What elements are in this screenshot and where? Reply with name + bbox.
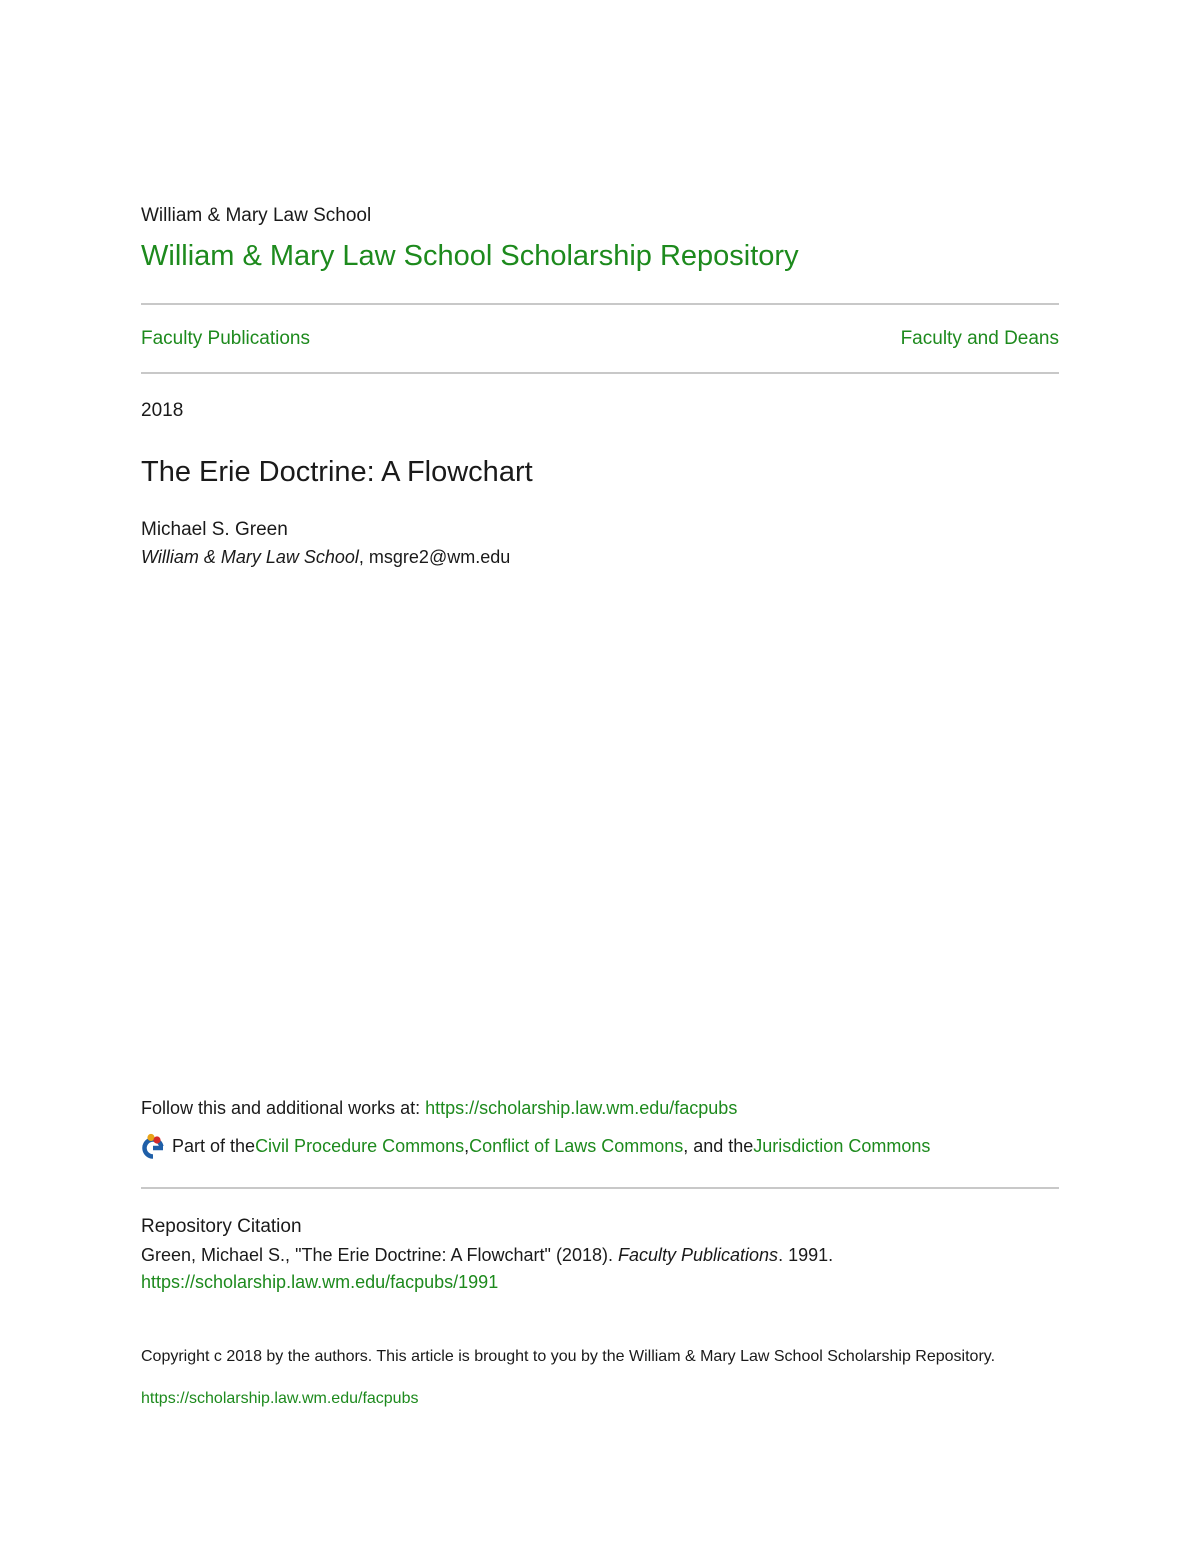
cover-page: [141, 0, 1059, 1553]
author-name: Michael S. Green: [141, 519, 288, 540]
follow-line: [141, 1098, 737, 1119]
civil-procedure-commons-link[interactable]: Civil Procedure Commons: [255, 1135, 465, 1156]
conflict-of-laws-commons-link[interactable]: Conflict of Laws Commons: [469, 1135, 684, 1156]
publication-year: 2018: [141, 400, 184, 421]
author-affiliation: [141, 547, 510, 568]
jurisdiction-commons-link[interactable]: Jurisdiction Commons: [753, 1135, 931, 1156]
part-of-prefix: Part of the: [172, 1135, 256, 1156]
citation-prefix: Green, Michael S., "The Erie Doctrine: A Flowchart" (2018).: [141, 1245, 618, 1265]
divider-top: [141, 303, 1059, 305]
copyright-url-link[interactable]: https://scholarship.law.wm.edu/facpubs: [141, 1390, 419, 1407]
faculty-and-deans-link[interactable]: Faculty and Deans: [900, 328, 1059, 349]
citation-suffix: . 1991.: [778, 1245, 834, 1265]
commons-network-icon: [141, 1133, 167, 1159]
repository-title-link[interactable]: William & Mary Law School Scholarship Repository: [141, 240, 799, 272]
divider-collections: [141, 372, 1059, 374]
part-of-line: [141, 1133, 930, 1159]
citation-url-link[interactable]: https://scholarship.law.wm.edu/facpubs/1991: [141, 1272, 499, 1292]
follow-prefix: Follow this and additional works at:: [141, 1098, 426, 1118]
affiliation-separator: ,: [358, 547, 369, 567]
affiliation-name: William & Mary Law School: [141, 547, 359, 567]
faculty-publications-link[interactable]: Faculty Publications: [141, 328, 310, 349]
citation-text: [141, 1245, 833, 1266]
part-of-sep2: , and the: [683, 1135, 754, 1156]
divider-citation: [141, 1187, 1059, 1189]
copyright-notice: Copyright c 2018 by the authors. This article is brought to you by the William & Mary Law School Scholarship Repository.: [141, 1348, 996, 1365]
citation-series: Faculty Publications: [617, 1245, 779, 1265]
institution-name: William & Mary Law School: [141, 205, 372, 226]
author-email: msgre2@wm.edu: [368, 547, 511, 567]
follow-url-link[interactable]: https://scholarship.law.wm.edu/facpubs: [425, 1098, 738, 1118]
part-of-sep1: ,: [464, 1135, 470, 1156]
article-title: The Erie Doctrine: A Flowchart: [141, 456, 533, 488]
citation-heading: Repository Citation: [141, 1216, 302, 1237]
